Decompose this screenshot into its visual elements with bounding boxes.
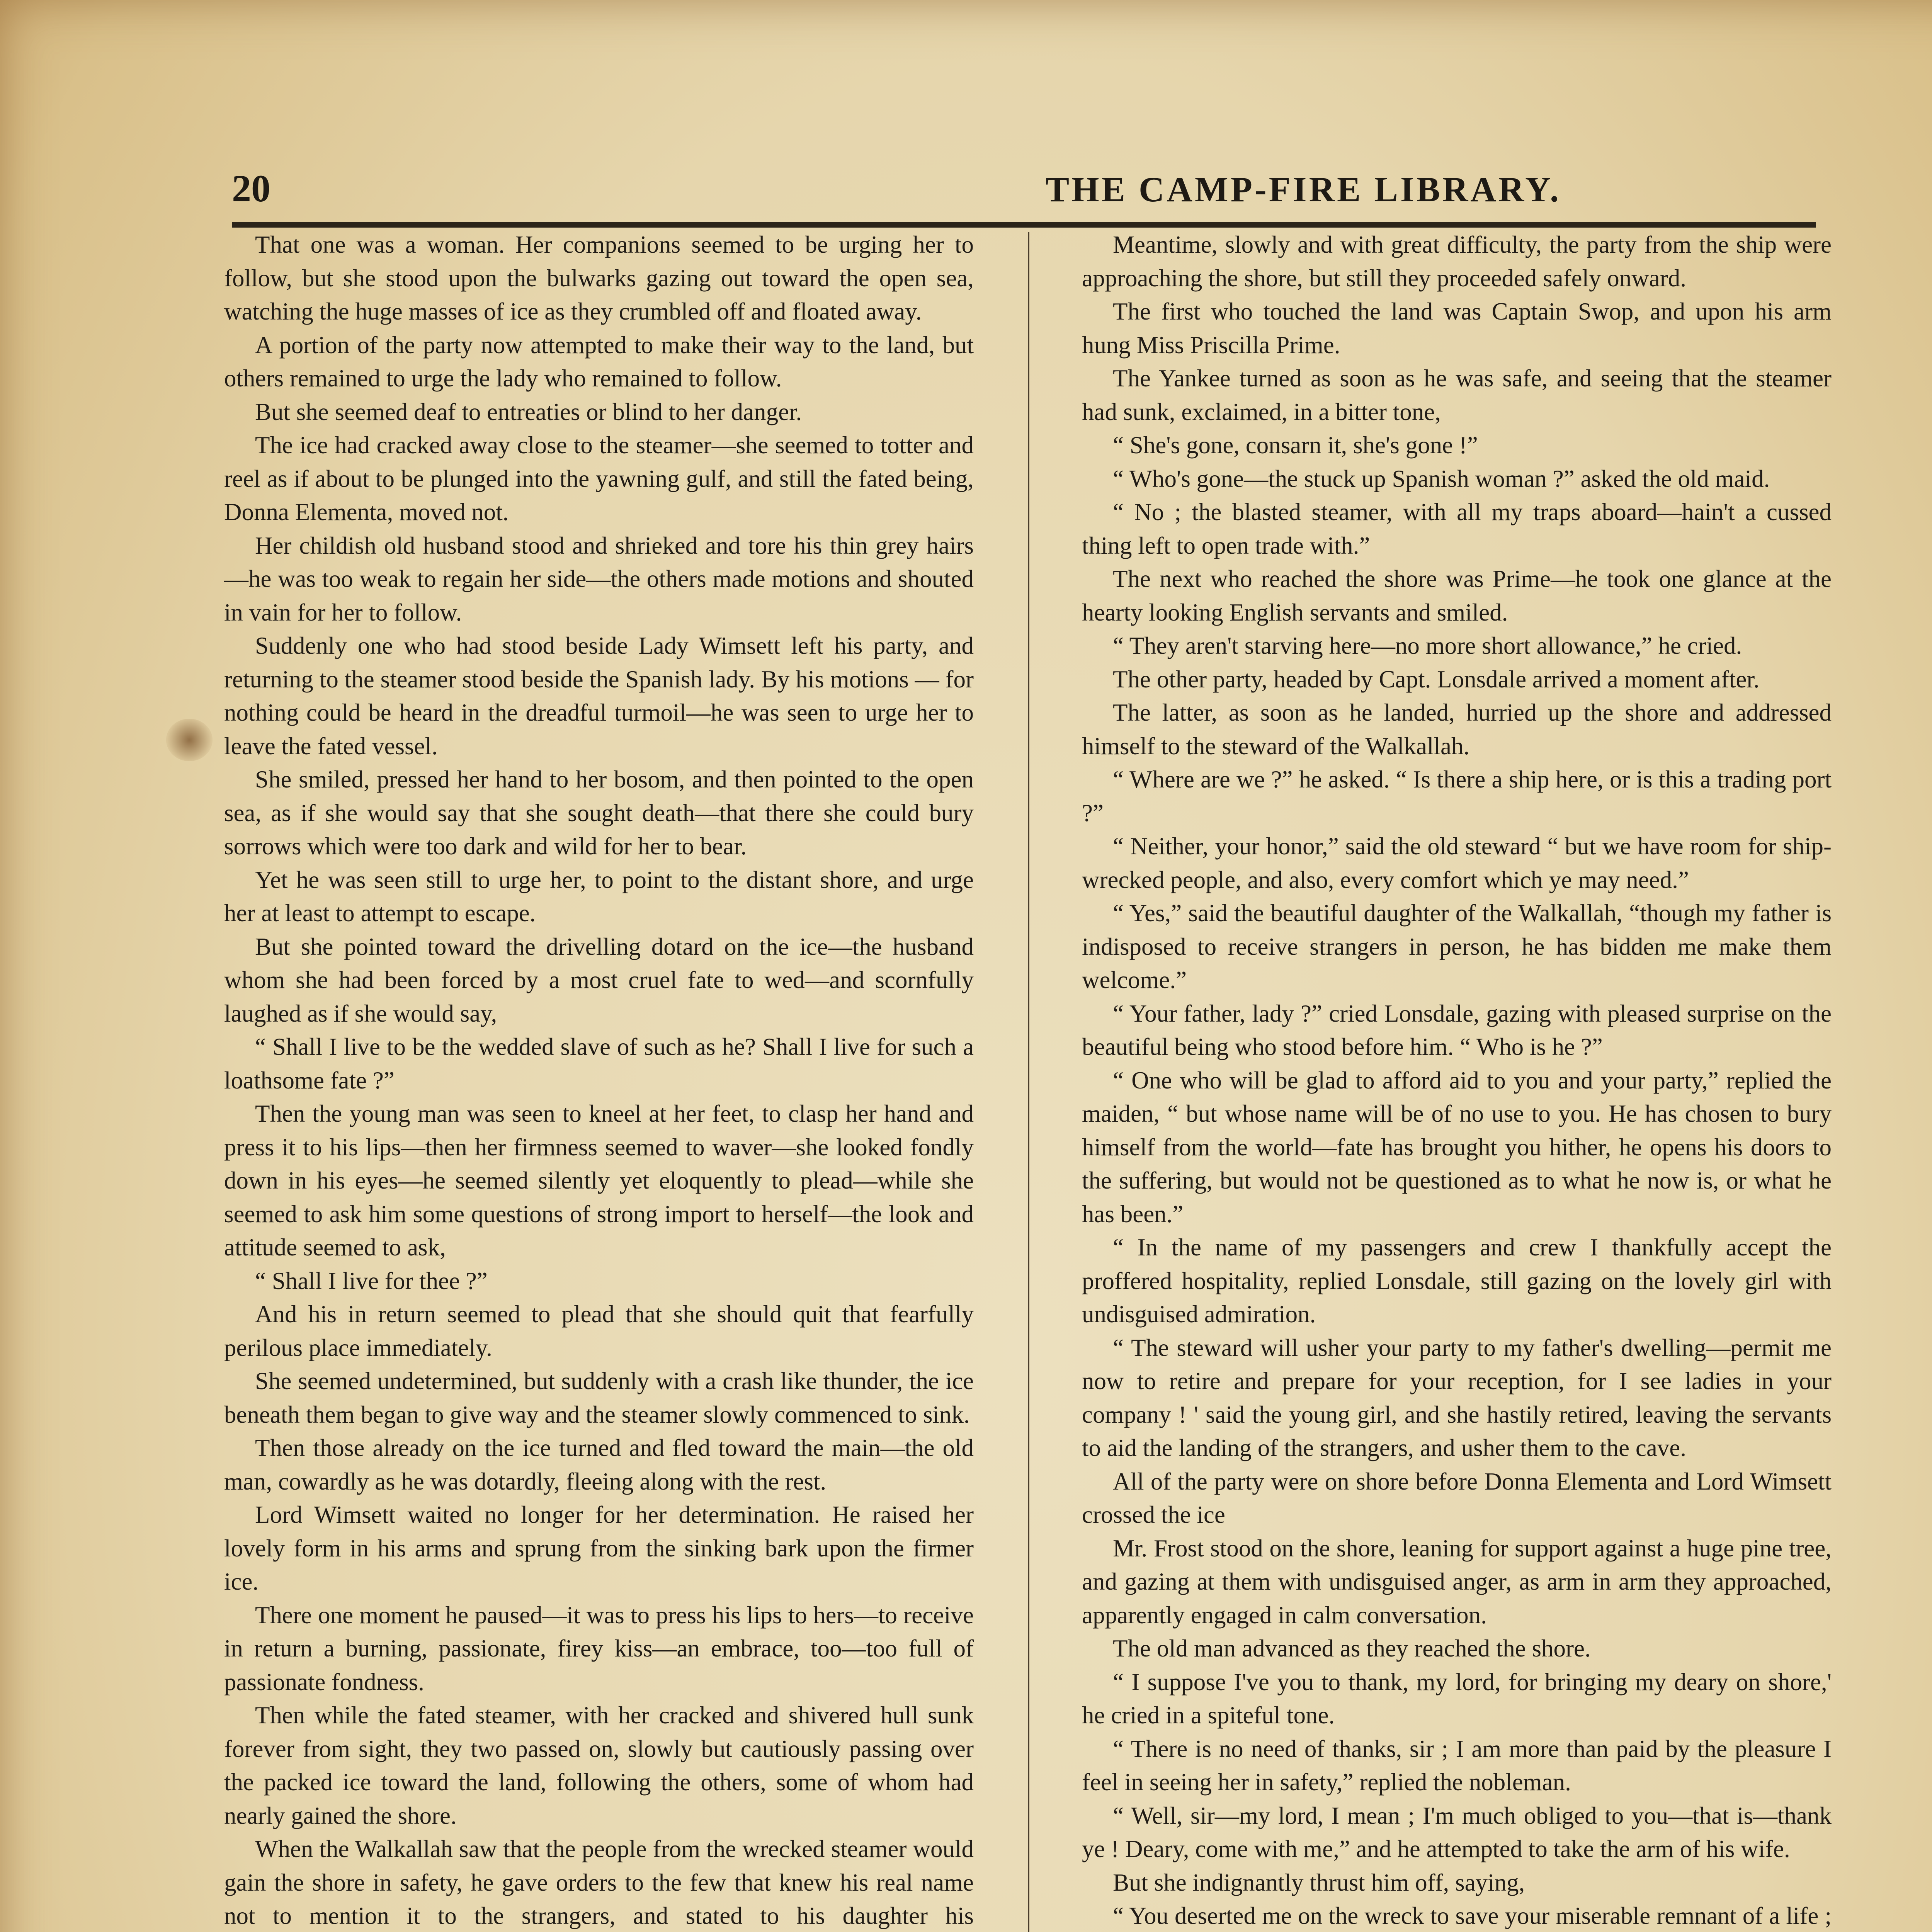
paragraph: “ Well, sir—my lord, I mean ; I'm much obliged to you—that is—thank ye ! Deary, come with me,” and he attempted to take the arm of his wife. bbox=[1082, 1802, 1832, 1862]
paragraph: All of the party were on shore before Donna Elementa and Lord Wimsett crossed the ice bbox=[1082, 1468, 1832, 1528]
paragraph: “ You deserted me on the wreck to save your miserable remnant of a life ; bbox=[1113, 1902, 1832, 1929]
paragraph: The latter, as soon as he landed, hurried up the shore and addressed himself to the steward of the Walkallah. bbox=[1082, 699, 1832, 760]
paragraph: “ Neither, your honor,” said the old steward “ but we have room for ship-wrecked people, and also, every comfort which ye may need.” bbox=[1082, 833, 1832, 893]
paragraph: But she indignantly thrust him off, saying, bbox=[1113, 1869, 1525, 1896]
paragraph: “ Shall I live to be the wedded slave of such as he? Shall I live for such a loathsome fate ?” bbox=[224, 1033, 974, 1094]
paragraph: Her childish old husband stood and shrieked and tore his thin grey hairs—he was too weak to regain her side—the others made motions and shouted in vain for her to follow. bbox=[224, 532, 974, 626]
paragraph: But she seemed deaf to entreaties or blind to her danger. bbox=[255, 398, 802, 425]
page-header bbox=[232, 166, 1816, 228]
paragraph: Then the young man was seen to kneel at her feet, to clasp her hand and press it to his lips—then her firmness seemed to waver—she looked fondly down in his eyes—he seemed silently yet eloquently to plead—while she seemed to ask him some questions of strong import to herself—the look and attitude seemed to ask, bbox=[224, 1100, 974, 1261]
paragraph: “ They aren't starving here—no more short allowance,” he cried. bbox=[1113, 632, 1742, 659]
paragraph: She seemed undetermined, but suddenly with a crash like thunder, the ice beneath them began to give way and the steamer slowly commenced to sink. bbox=[224, 1367, 974, 1428]
paragraph: And his in return seemed to plead that she should quit that fearfully perilous place immediately. bbox=[224, 1301, 974, 1361]
paragraph: She smiled, pressed her hand to her bosom, and then pointed to the open sea, as if she would say that she sought death—that there she could bury sorrows which were too dark and wild for her to bear. bbox=[224, 766, 974, 860]
paragraph: Suddenly one who had stood beside Lady Wimsett left his party, and returning to the steamer stood beside the Spanish lady. By his motions — for nothing could be heard in the dreadful turmoil—he was seen to urge her to leave the fated vessel. bbox=[224, 632, 974, 760]
paragraph: Lord Wimsett waited no longer for her determination. He raised her lovely form in his arms and sprung from the sinking bark upon the firmer ice. bbox=[224, 1501, 974, 1595]
paragraph: Mr. Frost stood on the shore, leaning for support against a huge pine tree, and gazing at them with undisguised anger, as arm in arm they approached, apparently engaged in calm conversation. bbox=[1082, 1534, 1832, 1629]
paragraph: “ In the name of my passengers and crew I thankfully accept the proffered hospitality, replied Lonsdale, still gazing on the lovely girl with undisguised admiration. bbox=[1082, 1234, 1832, 1328]
paragraph: “ Yes,” said the beautiful daughter of the Walkallah, “though my father is indisposed to receive strangers in person, he has bidden me make them welcome.” bbox=[1082, 900, 1832, 993]
paragraph: The next who reached the shore was Prime—he took one glance at the hearty looking English servants and smiled. bbox=[1082, 565, 1832, 626]
page-number: 20 bbox=[232, 167, 270, 210]
paragraph: Meantime, slowly and with great difficulty, the party from the ship were approaching the shore, but still they proceeded safely onward. bbox=[1082, 231, 1832, 292]
paragraph: The ice had cracked away close to the steamer—she seemed to totter and reel as if about to be plunged into the yawning gulf, and still the fated being, Donna Elementa, moved not. bbox=[224, 432, 974, 526]
paragraph: Yet he was seen still to urge her, to point to the distant shore, and urge her at least to attempt to escape. bbox=[224, 866, 974, 927]
running-title: THE CAMP-FIRE LIBRARY. bbox=[1045, 170, 1561, 209]
paragraph: “ Who's gone—the stuck up Spanish woman ?” asked the old maid. bbox=[1113, 465, 1770, 492]
paragraph: The Yankee turned as soon as he was safe, and seeing that the steamer had sunk, exclaimed, in a bitter tone, bbox=[1082, 365, 1832, 425]
paragraph: “ She's gone, consarn it, she's gone !” bbox=[1113, 432, 1478, 459]
page-stain bbox=[166, 719, 213, 761]
text-column-left bbox=[224, 228, 974, 1932]
paragraph: The first who touched the land was Captain Swop, and upon his arm hung Miss Priscilla Prime. bbox=[1082, 298, 1832, 359]
text-column-right bbox=[1082, 228, 1832, 1932]
paragraph: Then those already on the ice turned and fled toward the main—the old man, cowardly as he was dotardly, fleeing along with the rest. bbox=[224, 1434, 974, 1495]
paragraph: “ The steward will usher your party to my father's dwelling—permit me now to retire and prepare for your reception, for I see ladies in your company ! ' said the young girl, and she hastily retired, leaving the servants to aid the landing of the strangers, and usher them to the cave. bbox=[1082, 1334, 1832, 1461]
paragraph: The old man advanced as they reached the shore. bbox=[1113, 1635, 1591, 1662]
paragraph: But she pointed toward the drivelling dotard on the ice—the husband whom she had been forced by a most cruel fate to wed—and scornfully laughed as if she would say, bbox=[224, 933, 974, 1027]
paragraph: Then while the fated steamer, with her cracked and shivered hull sunk forever from sight, they two passed on, slowly but cautiously passing over the packed ice toward the land, following the others, some of whom had nearly gained the shore. bbox=[224, 1702, 974, 1829]
column-divider bbox=[1028, 232, 1029, 1932]
paragraph: “ There is no need of thanks, sir ; I am more than paid by the pleasure I feel in seeing her in safety,” replied the nobleman. bbox=[1082, 1735, 1832, 1796]
paragraph: “ Where are we ?” he asked. “ Is there a ship here, or is this a trading port ?” bbox=[1082, 766, 1832, 827]
paragraph: The other party, headed by Capt. Lonsdale arrived a moment after. bbox=[1113, 665, 1760, 693]
paragraph: “ I suppose I've you to thank, my lord, for bringing my deary on shore,' he cried in a spiteful tone. bbox=[1082, 1668, 1832, 1729]
paragraph: “ Your father, lady ?” cried Lonsdale, gazing with pleased surprise on the beautiful being who stood before him. “ Who is he ?” bbox=[1082, 1000, 1832, 1060]
paragraph: That one was a woman. Her companions seemed to be urging her to follow, but she stood upon the bulwarks gazing out toward the open sea, watching the huge masses of ice as they crumbled off and floated away. bbox=[224, 231, 974, 325]
paragraph: “ No ; the blasted steamer, with all my traps aboard—hain't a cussed thing left to open trade with.” bbox=[1082, 498, 1832, 559]
paragraph: “ Shall I live for thee ?” bbox=[255, 1267, 488, 1294]
paragraph: There one moment he paused—it was to press his lips to hers—to receive in return a burning, passionate, firey kiss—an embrace, too—too full of passionate fondness. bbox=[224, 1601, 974, 1696]
paragraph: “ One who will be glad to afford aid to you and your party,” replied the maiden, “ but whose name will be of no use to you. He has chosen to bury himself from the world—fate has brought you hither, he opens his doors to the suffering, but would not be questioned as to what he now is, or what he has been.” bbox=[1082, 1066, 1832, 1228]
paragraph: A portion of the party now attempted to make their way to the land, but others remained to urge the lady who remained to follow. bbox=[224, 331, 974, 392]
paragraph: When the Walkallah saw that the people from the wrecked steamer would gain the shore in safety, he gave orders to the few that knew his real name not to mention it to the strangers, and stated to his daughter his bbox=[224, 1835, 974, 1929]
